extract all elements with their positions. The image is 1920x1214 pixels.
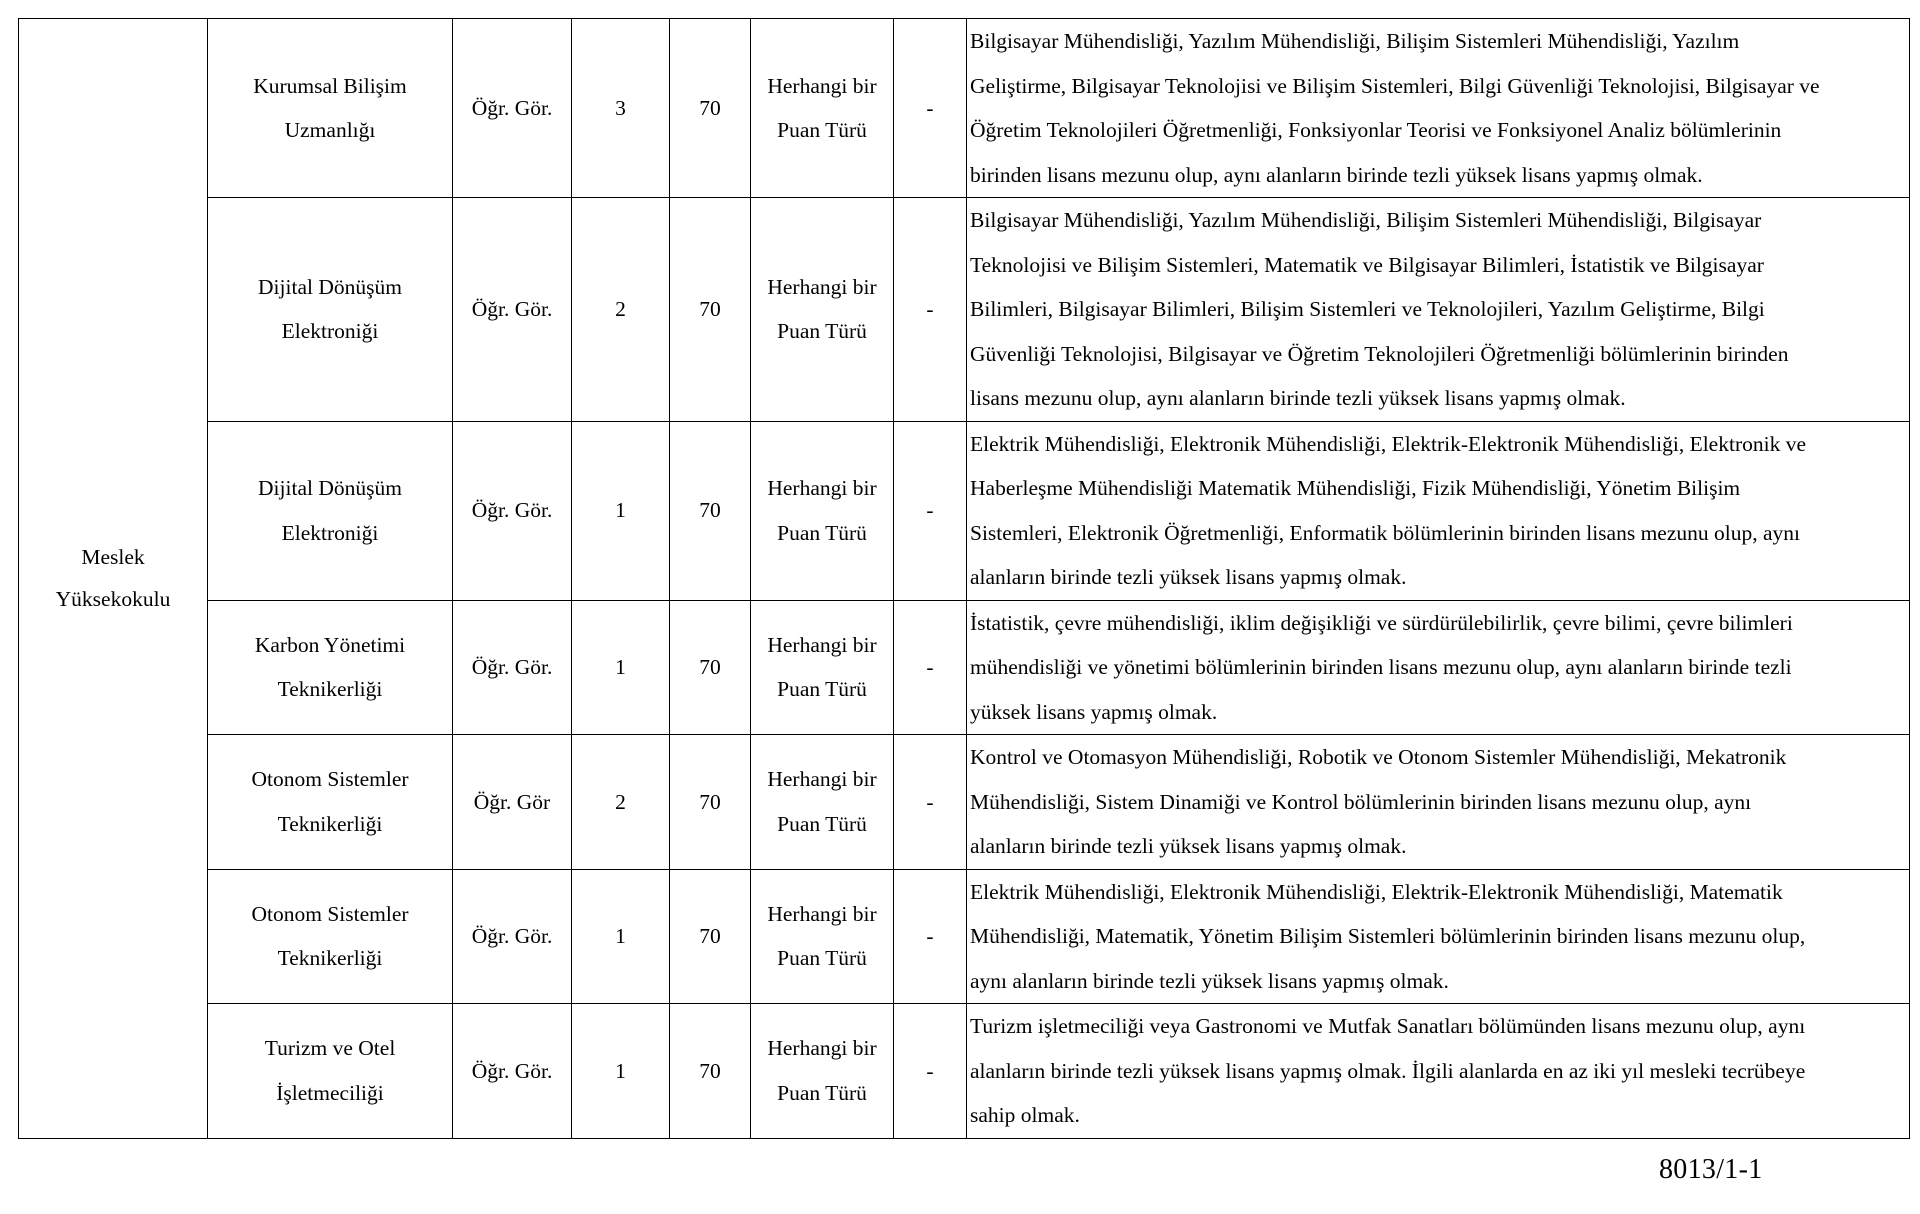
requirements-cell	[967, 421, 1910, 600]
requirements-line: yüksek lisans yapmış olmak.	[970, 699, 1218, 724]
requirements-cell	[967, 198, 1910, 422]
requirements-line: lisans mezunu olup, aynı alanların birinde tezli yüksek lisans yapmış olmak.	[970, 386, 1626, 410]
program-cell	[208, 869, 453, 1004]
score-type-line: Herhangi bir	[767, 1036, 877, 1061]
program-line: Otonom Sistemler	[251, 901, 409, 926]
table-row	[19, 421, 1910, 600]
count-cell: 1	[572, 421, 670, 600]
requirements-cell	[967, 600, 1910, 735]
requirements-line: Bilgisayar Mühendisliği, Yazılım Mühendisliği, Bilişim Sistemleri Mühendisliği, Yazılım	[970, 29, 1740, 53]
count-cell: 1	[572, 1004, 670, 1139]
score-cell: 70	[670, 1004, 751, 1139]
other-cell: -	[894, 869, 967, 1004]
program-cell	[208, 198, 453, 422]
requirements-line: Güvenliği Teknolojisi, Bilgisayar ve Öğretim Teknolojileri Öğretmenliği bölümlerinin birinden	[970, 341, 1789, 366]
title-cell: Öğr. Gör.	[453, 1004, 572, 1139]
other-cell: -	[894, 198, 967, 422]
document-reference: 8013/1-1	[1659, 1154, 1763, 1185]
table-row	[19, 1004, 1910, 1139]
requirements-line: alanların birinde tezli yüksek lisans yapmış olmak. İlgili alanlarda en az iki yıl mesleki tecrübeye	[970, 1058, 1806, 1083]
table-body	[19, 19, 1910, 1139]
count-cell: 1	[572, 600, 670, 735]
title-cell: Öğr. Gör.	[453, 421, 572, 600]
title-cell: Öğr. Gör.	[453, 198, 572, 422]
score-type-line: Herhangi bir	[767, 767, 877, 792]
program-line: Karbon Yönetimi	[254, 632, 406, 657]
unit-line: Yüksekokulu	[55, 587, 171, 612]
requirements-line: Geliştirme, Bilgisayar Teknolojisi ve Bilişim Sistemleri, Bilgi Güvenliği Teknolojisi, Bilgisayar ve	[970, 73, 1820, 98]
count-cell: 2	[572, 198, 670, 422]
score-type-cell	[751, 421, 894, 600]
unit-line: Meslek	[81, 545, 145, 570]
score-cell: 70	[670, 421, 751, 600]
table-row	[19, 600, 1910, 735]
program-cell	[208, 1004, 453, 1139]
requirements-cell	[967, 19, 1910, 198]
title-cell: Öğr. Gör.	[453, 600, 572, 735]
requirements-line: Elektrik Mühendisliği, Elektronik Mühendisliği, Elektrik-Elektronik Mühendisliği, Matematik	[970, 879, 1783, 904]
unit-cell	[19, 19, 208, 1139]
other-cell: -	[894, 600, 967, 735]
program-line: İşletmeciliği	[276, 1080, 384, 1105]
score-type-line: Puan Türü	[777, 319, 867, 344]
title-cell: Öğr. Gör	[453, 735, 572, 870]
requirements-line: İstatistik, çevre mühendisliği, iklim değişikliği ve sürdürülebilirlik, çevre bilimi, çevre bilimleri	[970, 610, 1793, 635]
program-line: Kurumsal Bilişim	[253, 73, 407, 98]
program-line: Otonom Sistemler	[251, 767, 409, 792]
count-cell: 2	[572, 735, 670, 870]
program-cell	[208, 735, 453, 870]
requirements-line: birinden lisans mezunu olup, aynı alanların birinde tezli yüksek lisans yapmış olmak.	[970, 162, 1703, 187]
score-type-line: Herhangi bir	[767, 274, 877, 299]
positions-table	[18, 18, 1910, 1139]
requirements-line: Teknolojisi ve Bilişim Sistemleri, Matematik ve Bilgisayar Bilimleri, İstatistik ve Bilgisayar	[970, 252, 1764, 277]
requirements-line: alanların birinde tezli yüksek lisans yapmış olmak.	[970, 834, 1407, 858]
requirements-line: Haberleşme Mühendisliği Matematik Mühendisliği, Fizik Mühendisliği, Yönetim Bilişim	[970, 476, 1741, 500]
requirements-line: Mühendisliği, Sistem Dinamiği ve Kontrol bölümlerinin birinden lisans mezunu olup, aynı	[970, 789, 1752, 814]
program-line: Teknikerliği	[277, 946, 383, 971]
requirements-line: Sistemleri, Elektronik Öğretmenliği, Enformatik bölümlerinin birinden lisans mezunu olup, aynı	[970, 520, 1800, 545]
table-row	[19, 735, 1910, 870]
score-type-line: Puan Türü	[777, 811, 867, 836]
score-type-cell	[751, 198, 894, 422]
score-type-cell	[751, 600, 894, 735]
table-row	[19, 869, 1910, 1004]
score-type-cell	[751, 1004, 894, 1139]
requirements-cell	[967, 869, 1910, 1004]
requirements-line: aynı alanların birinde tezli yüksek lisans yapmış olmak.	[970, 968, 1449, 993]
score-type-line: Puan Türü	[777, 946, 867, 971]
other-cell: -	[894, 421, 967, 600]
score-type-line: Herhangi bir	[767, 476, 877, 500]
score-type-cell	[751, 869, 894, 1004]
title-cell: Öğr. Gör.	[453, 19, 572, 198]
program-line: Elektroniği	[281, 319, 379, 344]
requirements-line: Mühendisliği, Matematik, Yönetim Bilişim Sistemleri bölümlerinin birinden lisans mezunu olup,	[970, 924, 1806, 948]
score-type-cell	[751, 19, 894, 198]
table-row	[19, 198, 1910, 422]
count-cell: 1	[572, 869, 670, 1004]
program-line: Uzmanlığı	[284, 118, 376, 142]
score-cell: 70	[670, 735, 751, 870]
score-type-line: Herhangi bir	[767, 73, 877, 98]
requirements-line: Kontrol ve Otomasyon Mühendisliği, Robotik ve Otonom Sistemler Mühendisliği, Mekatronik	[970, 745, 1787, 769]
score-type-line: Herhangi bir	[767, 901, 877, 926]
table-row	[19, 19, 1910, 198]
score-cell: 70	[670, 600, 751, 735]
program-cell	[208, 600, 453, 735]
requirements-line: Elektrik Mühendisliği, Elektronik Mühendisliği, Elektrik-Elektronik Mühendisliği, Elektronik ve	[970, 431, 1806, 456]
score-cell: 70	[670, 869, 751, 1004]
score-type-line: Puan Türü	[777, 118, 867, 142]
program-cell	[208, 421, 453, 600]
other-cell: -	[894, 1004, 967, 1139]
requirements-line: Bilimleri, Bilgisayar Bilimleri, Bilişim Sistemleri ve Teknolojileri, Yazılım Geliştirme, Bilgi	[970, 297, 1765, 321]
program-line: Dijital Dönüşüm	[258, 274, 402, 299]
score-cell: 70	[670, 19, 751, 198]
score-type-line: Puan Türü	[777, 520, 867, 545]
requirements-line: Bilgisayar Mühendisliği, Yazılım Mühendisliği, Bilişim Sistemleri Mühendisliği, Bilgisayar	[970, 208, 1762, 232]
score-type-cell	[751, 735, 894, 870]
program-line: Teknikerliği	[277, 677, 383, 702]
requirements-line: mühendisliği ve yönetimi bölümlerinin birinden lisans mezunu olup, aynı alanların birinde tezli	[970, 655, 1792, 679]
score-cell: 70	[670, 198, 751, 422]
other-cell: -	[894, 735, 967, 870]
score-type-line: Puan Türü	[777, 1080, 867, 1105]
requirements-line: sahip olmak.	[970, 1103, 1080, 1127]
requirements-line: Turizm işletmeciliği veya Gastronomi ve Mutfak Sanatları bölümünden lisans mezunu olup, aynı	[970, 1014, 1806, 1038]
program-cell	[208, 19, 453, 198]
score-type-line: Herhangi bir	[767, 632, 877, 657]
other-cell: -	[894, 19, 967, 198]
score-type-line: Puan Türü	[777, 677, 867, 702]
program-line: Turizm ve Otel	[264, 1036, 396, 1061]
requirements-cell	[967, 1004, 1910, 1139]
program-line: Elektroniği	[281, 520, 379, 545]
requirements-line: Öğretim Teknolojileri Öğretmenliği, Fonksiyonlar Teorisi ve Fonksiyonel Analiz bölümlerinin	[970, 118, 1782, 142]
count-cell: 3	[572, 19, 670, 198]
program-line: Dijital Dönüşüm	[258, 476, 402, 500]
program-line: Teknikerliği	[277, 811, 383, 836]
requirements-cell	[967, 735, 1910, 870]
title-cell: Öğr. Gör.	[453, 869, 572, 1004]
requirements-line: alanların birinde tezli yüksek lisans yapmış olmak.	[970, 565, 1407, 589]
